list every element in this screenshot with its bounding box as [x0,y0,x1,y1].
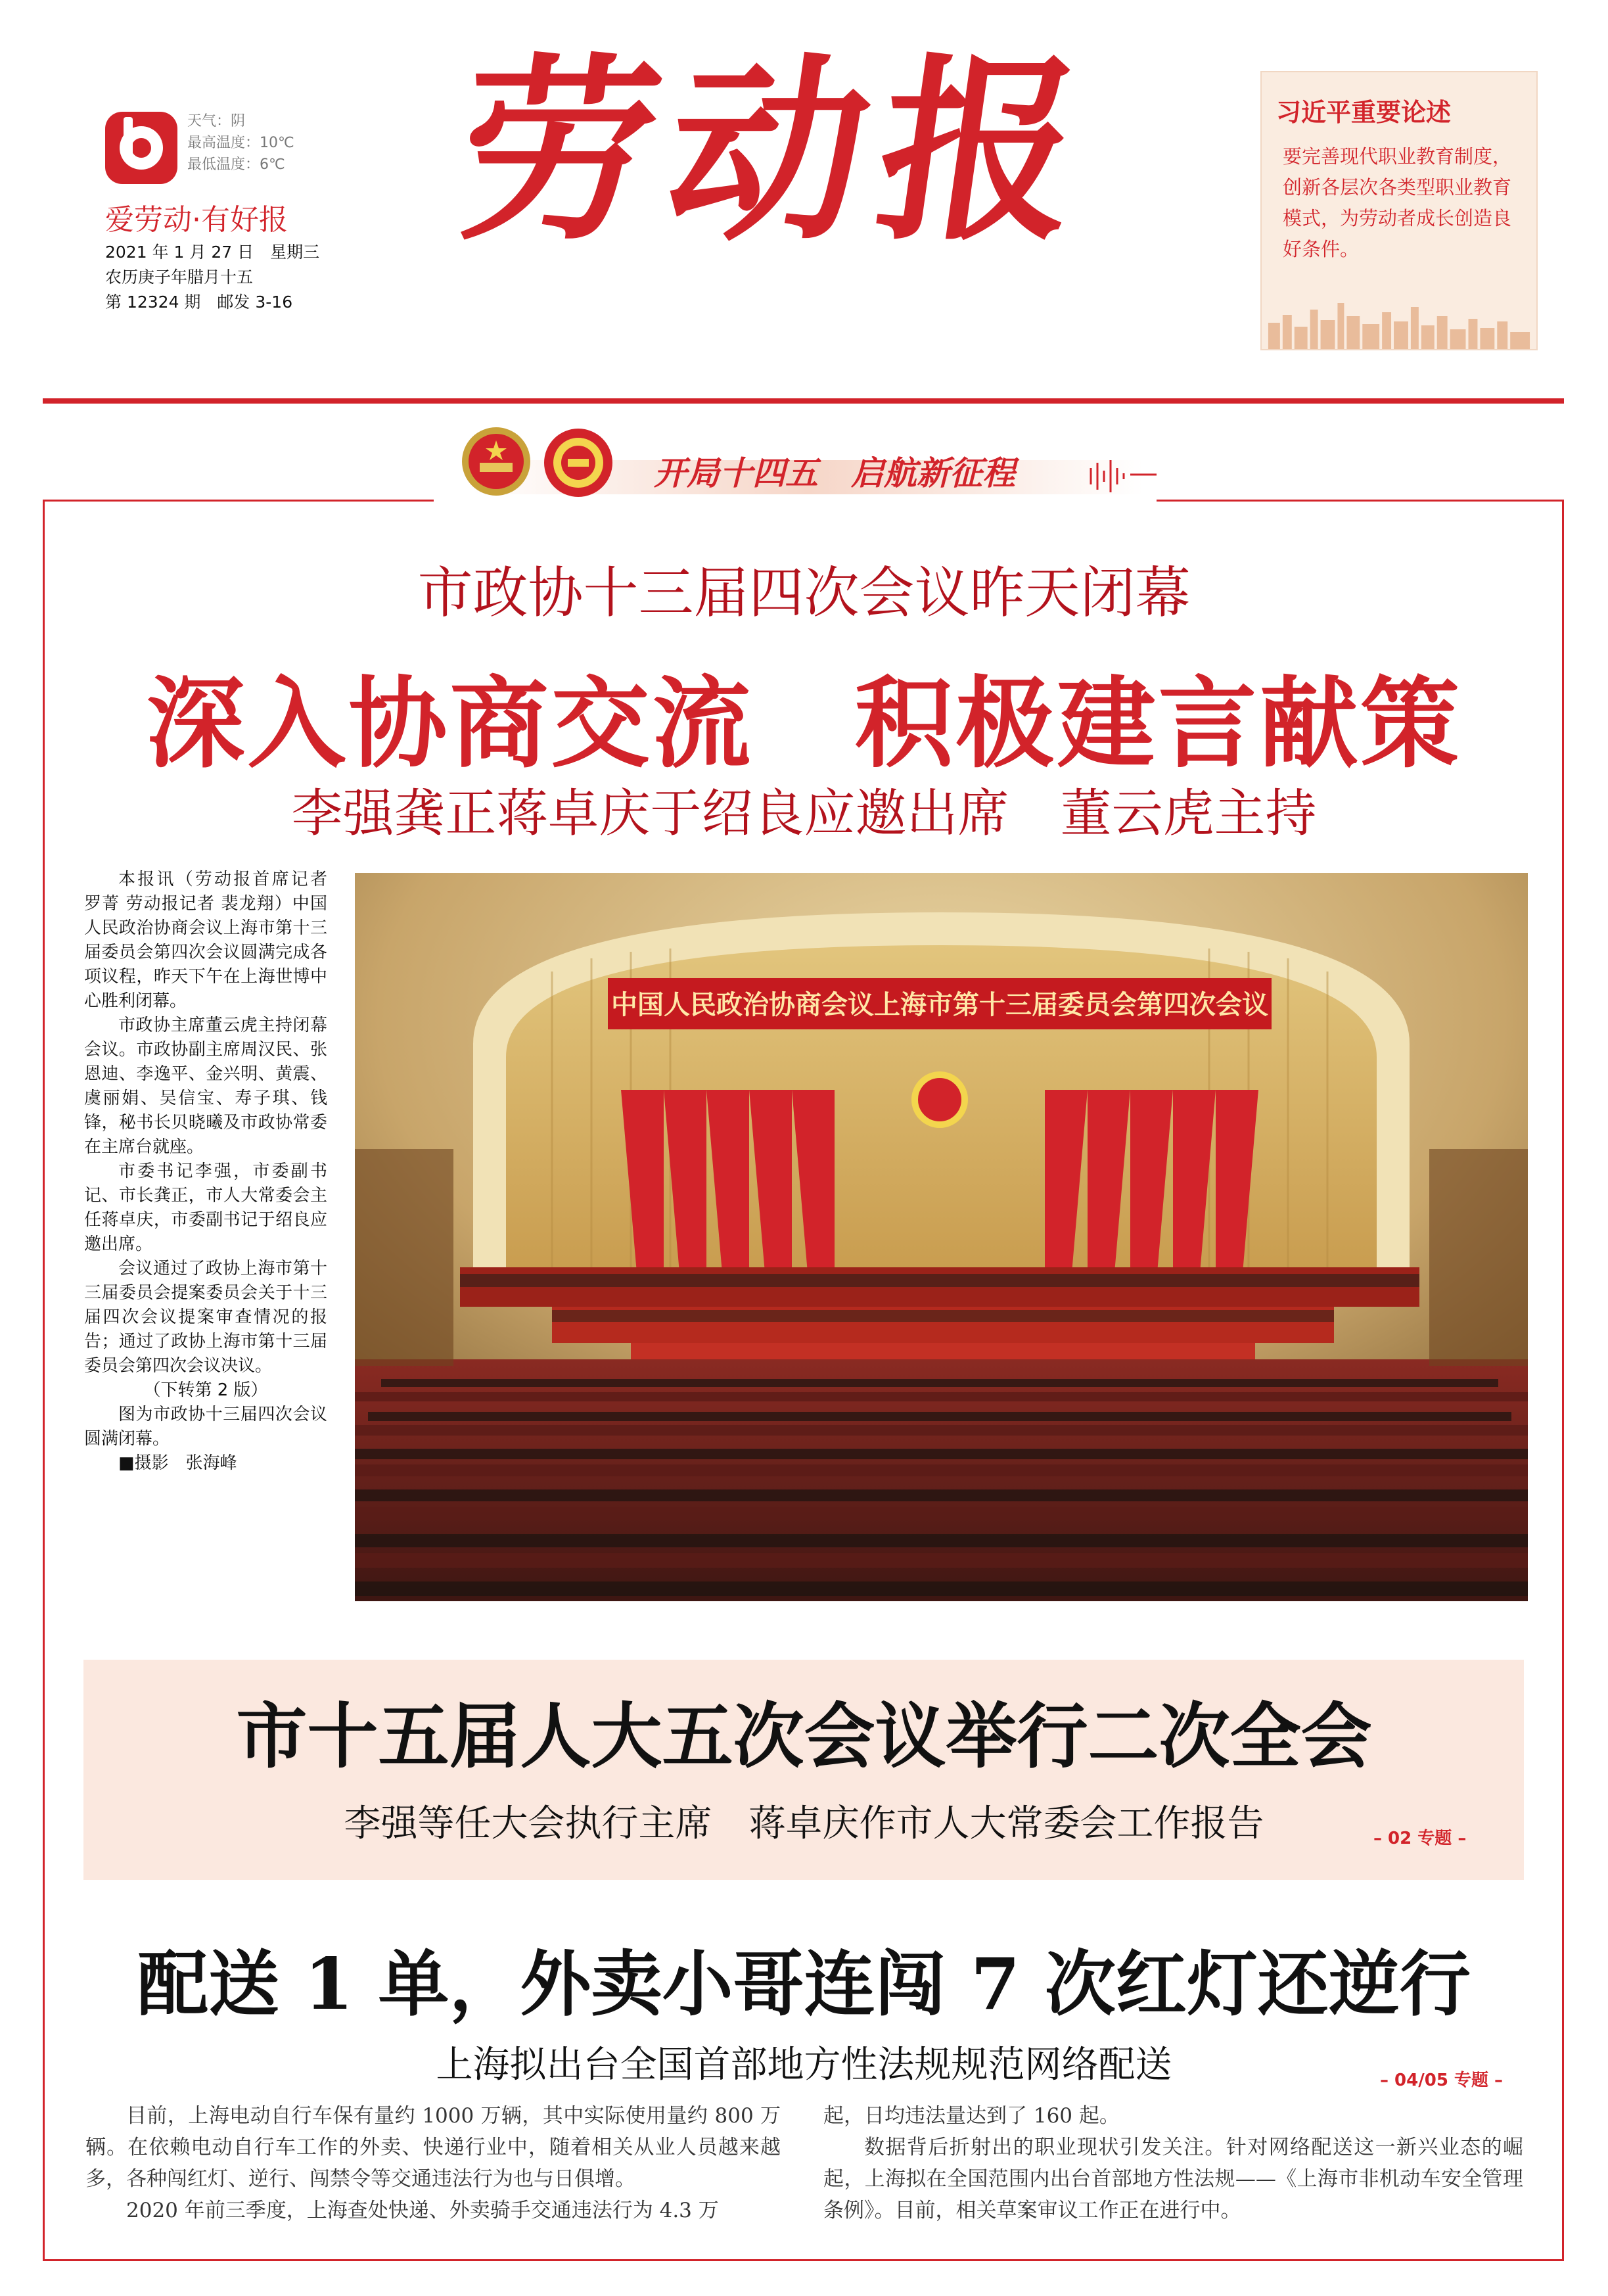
stage-banner-text: 中国人民政治协商会议上海市第十三届委员会第四次会议 [611,990,1268,1020]
masthead-rule [43,398,1564,404]
weather-info [187,110,294,176]
issue-number: 第 12324 期 邮发 3-16 [105,293,293,312]
weather-label: 天气：阴 [187,113,246,129]
story3-headline[interactable]: 配送 1 单，外卖小哥连闯 7 次红灯还逆行 [137,1943,1471,2026]
continued-note[interactable]: （下转第 2 版） [143,1380,268,1400]
story3-paragraph: 目前，上海电动自行车保有量约 1000 万辆，其中实际使用量约 800 万辆。在依赖电动自行车工作的外卖、快递行业中，随着相关从业人员越来越多，各种闯红灯、逆行、闯禁令等交通违法行为也与日俱增。 [85,2104,781,2191]
story3-column-right [823,2100,1523,2226]
lead-headline[interactable]: 深入协商交流 积极建言献策 [146,666,1462,782]
lead-subhead: 李强龚正蒋卓庆于绍良应邀出席 董云虎主持 [291,784,1317,843]
photo-caption: 图为市政协十三届四次会议圆满闭幕。 [84,1405,327,1449]
lead-kicker[interactable]: 市政协十三届四次会议昨天闭幕 [417,561,1191,625]
story2-subtitle: 李强等任大会执行主席 蒋卓庆作市人大常委会工作报告 [344,1802,1264,1845]
story3-paragraph: 数据背后折射出的职业现状引发关注。针对网络配送这一新兴业态的崛起，上海拟在全国范围内出台首部地方性法规——《上海市非机动车安全管理条例》。目前，相关草案审议工作正在进行中。 [823,2136,1523,2222]
theme-banner-text: 开局十四五 启航新征程 [654,454,1015,492]
quote-sidebar-text: 要完善现代职业教育制度，创新各层次各类型职业教育模式，为劳动者成长创造良好条件。 [1283,145,1512,260]
photo-credit: ■摄影 张海峰 [118,1453,237,1473]
story3-subtitle: 上海拟出台全国首部地方性法规规范网络配送 [436,2044,1172,2086]
temp-low: 最低温度：6℃ [187,156,285,173]
lead-paragraph: 本报讯（劳动报首席记者 罗菁 劳动报记者 裴龙翔）中国人民政治协商会议上海市第十三届委员会第四次会议圆满完成各项议程，昨天下午在上海世博中心胜利闭幕。 [84,870,327,1011]
story3-paragraph: 2020 年前三季度，上海查处快递、外卖骑手交通违法行为 4.3 万 [126,2199,719,2222]
story2-headline[interactable]: 市十五届人大五次会议举行二次全会 [236,1695,1372,1778]
lunar-date: 农历庚子年腊月十五 [105,268,254,287]
national-emblem-icon [462,427,530,496]
newspaper-logo-icon [105,112,177,184]
cppcc-emblem-icon [544,429,612,497]
newspaper-title: 劳动报 [444,35,1107,267]
story2-page-ref[interactable]: – 02 专题 – [1373,1829,1467,1848]
temp-high: 最高温度：10℃ [187,135,294,151]
city-skyline-icon [1262,296,1536,349]
lead-paragraph: 市政协主席董云虎主持闭幕会议。市政协副主席周汉民、张恩迪、李逸平、金兴明、黄震、虞丽娟、吴信宝、寿子琪、钱锋，秘书长贝晓曦及市政协常委在主席台就座。 [84,1016,327,1157]
quote-sidebar-title: 习近平重要论述 [1276,98,1452,127]
slogan: 爱劳动·有好报 [105,203,288,237]
story3-paragraph: 起，日均违法量达到了 160 起。 [823,2104,1120,2128]
story3-column-left [85,2100,781,2226]
quote-sidebar[interactable] [1260,71,1538,350]
assembly-hall-photo[interactable] [355,873,1528,1601]
lead-paragraph: 市委书记李强，市委副书记、市长龚正，市人大常委会主任蒋卓庆，市委副书记于绍良应邀出席。 [84,1161,327,1254]
lead-body [84,868,327,1476]
story3-page-ref[interactable]: – 04/05 专题 – [1380,2071,1504,2090]
lead-paragraph: 会议通过了政协上海市第十三届委员会提案委员会关于十三届四次会议提案审查情况的报告；通过了政协上海市第十三届委员会第四次会议决议。 [84,1259,327,1376]
issue-info [105,240,319,315]
issue-date: 2021 年 1 月 27 日 星期三 [105,243,320,262]
